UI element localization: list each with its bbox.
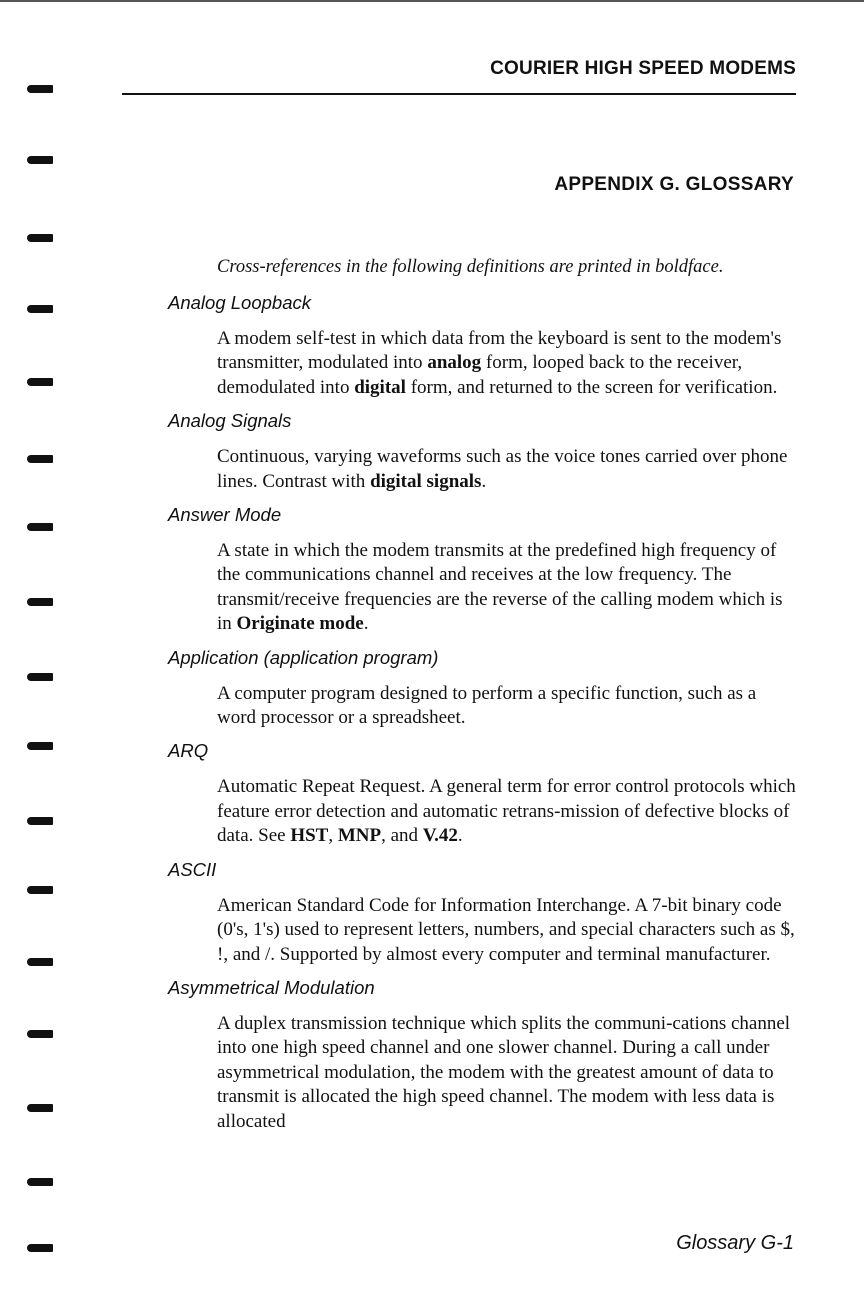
definition-text: A state in which the modem transmits at the predefined high frequency of the communications channel and receives at the low frequency. The transmit/receive frequencies are the reverse of the calling modem which is in [217,540,783,635]
tab-mark [27,1104,53,1112]
glossary-term: ARQ [168,740,209,762]
glossary-term: Analog Signals [168,410,292,432]
cross-reference: analog [427,352,482,374]
definition-text: form, and returned to the screen for verification. [405,376,778,398]
glossary-entry [168,975,798,1134]
glossary-definition [217,775,797,848]
cross-reference: V.42 [422,825,458,847]
glossary-entry [168,645,798,731]
definition-text: A computer program designed to perform a specific function, such as a word processor or a spreadsheet. [217,682,757,729]
glossary-term: Asymmetrical Modulation [168,976,375,998]
tab-mark [27,455,53,463]
tab-mark [27,742,53,750]
running-header: COURIER HIGH SPEED MODEMS [490,58,796,79]
glossary-definition [217,894,797,967]
tab-mark [27,817,53,825]
definition-text: . [363,613,369,635]
tab-mark [27,378,53,386]
cross-reference: MNP [337,825,382,847]
tab-mark [27,305,53,313]
glossary-entry [168,408,798,494]
glossary-definition [217,445,797,494]
glossary-entry [168,857,798,967]
definition-text: A modem self-test in which data from the keyboard is sent to the modem's transmitter, modulated into [217,328,782,374]
definition-text: Automatic Repeat Request. A general term for error control protocols which feature error detection and automatic retrans-mission of defective blocks of data. See [217,776,796,847]
tab-mark [27,1030,53,1038]
intro-note: Cross-references in the following definitions are printed in boldface. [217,257,724,277]
definition-text: , [328,825,338,847]
definition-text: form, looped back to the receiver, demodulated into [217,352,743,398]
glossary-term: Application (application program) [168,646,439,668]
glossary-definition [217,1012,797,1134]
glossary-entry [168,502,798,637]
glossary-entry [168,290,798,400]
tab-mark [27,598,53,606]
page-footer: Glossary G-1 [676,1232,794,1254]
tab-mark [27,234,53,242]
header-rule [122,93,796,95]
tab-mark [27,156,53,164]
definition-text: Continuous, varying waveforms such as the voice tones carried over phone lines. Contrast with [217,446,788,492]
top-rule [0,0,864,2]
definition-text: . [457,825,463,847]
tab-mark [27,958,53,966]
definition-text: A duplex transmission technique which splits the communi-cations channel into one high speed channel and one slower channel. During a call under asymmetrical modulation, the modem with the greatest amount of data to transmit is allocated the high speed channel. The modem with less data is allocated [217,1012,791,1132]
cross-reference: HST [290,825,329,847]
glossary-term: Answer Mode [168,504,282,526]
definition-text: , and [381,825,423,847]
cross-reference: digital signals [370,470,482,492]
glossary-entry [168,738,798,848]
cross-reference: Originate mode [236,613,364,635]
cross-reference: digital [354,376,406,398]
tab-mark [27,1178,53,1186]
glossary-definition [217,539,797,637]
tab-mark [27,673,53,681]
definition-text: American Standard Code for Information Interchange. A 7-bit binary code (0's, 1's) used to represent letters, numbers, and special characters such as $, !, and /. Supported by almost every computer and terminal manufacturer. [217,894,795,965]
tab-mark [27,886,53,894]
glossary-term: Analog Loopback [168,292,311,313]
glossary-entries [168,290,798,1142]
tab-mark [27,85,53,93]
definition-text: . [481,470,487,492]
glossary-term: ASCII [168,858,217,880]
tab-mark [27,1244,53,1252]
appendix-title: APPENDIX G. GLOSSARY [554,174,794,195]
glossary-definition [217,682,797,731]
tab-mark [27,523,53,531]
glossary-definition [217,327,797,400]
